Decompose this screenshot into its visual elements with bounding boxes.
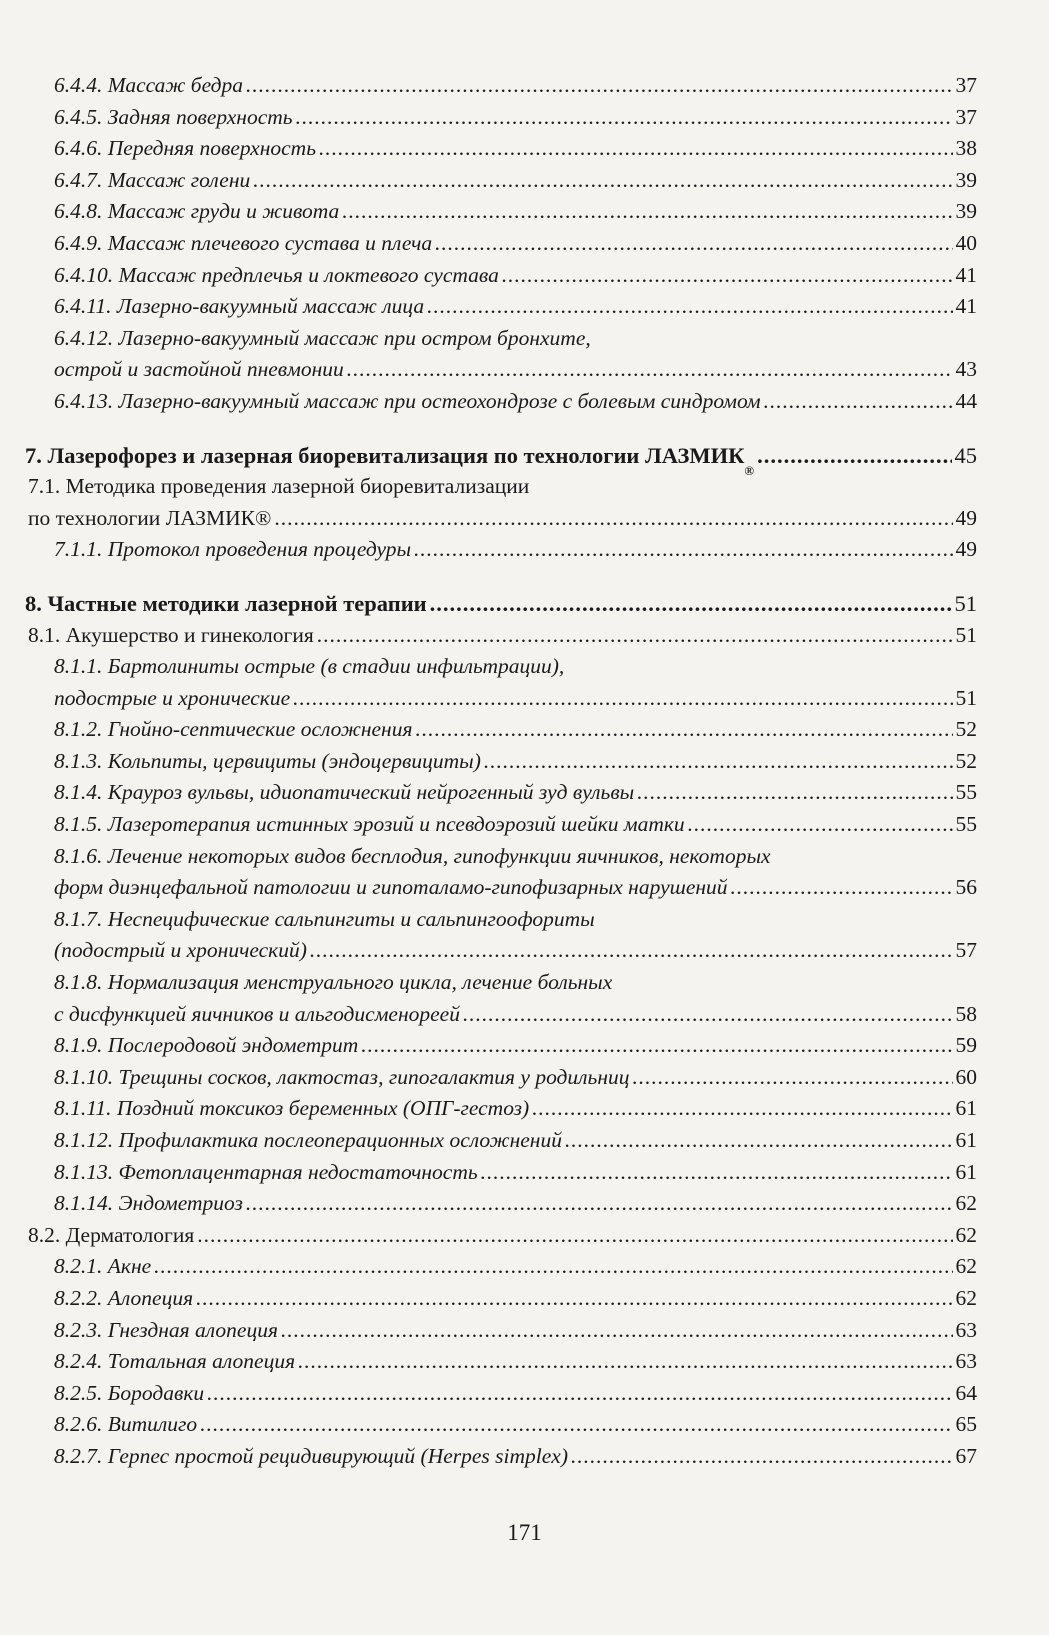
- dot-leader: [637, 777, 952, 809]
- toc-entry[interactable]: [25, 1220, 977, 1252]
- dot-leader: [757, 440, 951, 472]
- toc-entry[interactable]: [25, 228, 977, 260]
- dot-leader: [298, 1346, 952, 1378]
- toc-entry-title: 8.1.4. Крауроз вульвы, идиопатический нейрогенный зуд вульвы: [54, 780, 635, 805]
- toc-entry[interactable]: [25, 133, 977, 165]
- toc-entry-title: (подострый и хронический): [54, 938, 307, 963]
- dot-leader: [253, 165, 952, 197]
- toc-entry-title: 8.2.5. Бородавки: [54, 1380, 205, 1405]
- dot-leader: [502, 260, 953, 292]
- toc-page-number: 67: [955, 1443, 977, 1468]
- toc-page-number: 39: [955, 199, 977, 224]
- toc-entry-title: 8.1.3. Кольпиты, цервициты (эндоцервициты): [54, 748, 481, 773]
- toc-entry-title: 8.1.13. Фетоплацентарная недостаточность: [54, 1159, 478, 1184]
- toc-page-number: 58: [955, 1001, 977, 1026]
- toc-entry-title: 8.1.8. Нормализация менструального цикла, лечение больных: [54, 970, 613, 995]
- toc-entry[interactable]: [25, 1409, 977, 1441]
- toc-entry-title: 7. Лазерофорез и лазерная биоревитализация по технологии ЛАЗМИК: [25, 442, 745, 468]
- dot-leader: [196, 1283, 952, 1315]
- toc-entry[interactable]: 7. Лазерофорез и лазерная биоревитализация по технологии ЛАЗМИК ® ..... 45: [25, 440, 977, 472]
- toc-entry-title: 8.2.2. Алопеция: [54, 1285, 194, 1310]
- toc-entry-title: 8.1.2. Гнойно-септические осложнения: [54, 717, 413, 742]
- toc-entry[interactable]: [25, 714, 977, 746]
- toc-entry-title: 7.1.1. Протокол проведения процедуры: [54, 537, 412, 562]
- toc-page-number: 64: [955, 1380, 977, 1405]
- toc-page-number: 52: [955, 748, 977, 773]
- toc-entry[interactable]: [25, 651, 977, 714]
- toc-page-number: 60: [955, 1064, 977, 1089]
- dot-leader: [347, 354, 953, 386]
- toc-entry[interactable]: [25, 1157, 977, 1189]
- toc-page-number: 55: [955, 780, 977, 805]
- toc-entry-title: 8.2.3. Гнездная алопеция: [54, 1317, 278, 1342]
- toc-entry[interactable]: [25, 70, 977, 102]
- toc-entry-title: 7.1. Методика проведения лазерной биоревитализации: [28, 474, 530, 499]
- toc-page-number: 37: [955, 73, 977, 97]
- toc-entry[interactable]: [25, 102, 977, 134]
- toc-page-number: 51: [955, 685, 977, 710]
- toc-entry-title: 6.4.8. Массаж груди и живота: [54, 199, 340, 224]
- dot-leader: [200, 1409, 952, 1441]
- toc-page-number: 52: [955, 717, 977, 742]
- toc-entry[interactable]: [25, 386, 977, 418]
- toc-entry[interactable]: [25, 196, 977, 228]
- dot-leader: [463, 999, 953, 1031]
- dot-leader: [427, 291, 952, 323]
- toc-entry-title: 6.4.4. Массаж бедра: [54, 73, 243, 97]
- toc-page-number: 56: [955, 875, 977, 900]
- section-gap: [25, 418, 977, 440]
- toc-entry-title: 8.1.12. Профилактика послеоперационных осложнений: [54, 1128, 562, 1152]
- toc-page-number: 57: [955, 938, 977, 963]
- dot-leader: [310, 935, 953, 967]
- toc-entry-title: 8.2.6. Витилиго: [54, 1412, 198, 1437]
- toc-entry-title: по технологии ЛАЗМИК®: [28, 505, 272, 530]
- dot-leader: [484, 746, 953, 778]
- toc-entry-title: 8.1.11. Поздний токсикоз беременных (ОПГ-гестоз): [54, 1096, 530, 1121]
- toc-entry[interactable]: [25, 620, 977, 652]
- toc-page-number: 63: [955, 1317, 977, 1342]
- dot-leader: [342, 196, 952, 228]
- dot-leader: [274, 503, 952, 535]
- toc-entry-title: 6.4.7. Массаж голени: [54, 167, 251, 192]
- toc-entry[interactable]: [25, 1315, 977, 1347]
- toc-entry-title: 6.4.12. Лазерно-вакуумный массаж при остром бронхите,: [54, 325, 591, 350]
- toc-entry[interactable]: [25, 1125, 977, 1157]
- dot-leader: [565, 1125, 953, 1157]
- toc-entry-title: 8.2.1. Акне: [54, 1254, 152, 1279]
- toc-page-number: 62: [955, 1285, 977, 1310]
- dot-leader: [281, 1315, 953, 1347]
- dot-leader: [481, 1157, 953, 1189]
- toc-entry-title: 8.1.5. Лазеротерапия истинных эрозий и псевдоэрозий шейки матки: [54, 812, 685, 837]
- toc-entry-title: 8. Частные методики лазерной терапии: [25, 590, 427, 616]
- toc-page-number: 45: [954, 442, 977, 468]
- dot-leader: [414, 534, 952, 566]
- toc-entry[interactable]: [25, 1441, 977, 1473]
- toc-entry-title: 6.4.6. Передняя поверхность: [54, 136, 316, 161]
- toc-entry[interactable]: [25, 1346, 977, 1378]
- toc-entry[interactable]: [25, 841, 977, 904]
- toc-page-number: 55: [955, 812, 977, 837]
- toc-page-number: 40: [955, 230, 977, 255]
- toc-entry-title: 6.4.9. Массаж плечевого сустава и плеча: [54, 230, 433, 255]
- dot-leader: [764, 386, 953, 418]
- section-gap: [25, 566, 977, 588]
- toc-page-number: 65: [955, 1412, 977, 1437]
- dot-leader: [571, 1441, 953, 1473]
- toc-entry-title: острой и застойной пневмонии: [54, 357, 344, 382]
- dot-leader: [246, 1188, 953, 1220]
- dot-leader: [293, 683, 952, 715]
- toc-entry-title: 6.4.13. Лазерно-вакуумный массаж при остеохондрозе с болевым синдромом: [54, 388, 761, 413]
- toc-entry[interactable]: [25, 323, 977, 386]
- toc-entry[interactable]: [25, 1030, 977, 1062]
- toc-entry[interactable]: [25, 1093, 977, 1125]
- dot-leader: [415, 714, 952, 746]
- dot-leader: [246, 70, 953, 102]
- toc-entry[interactable]: [25, 746, 977, 778]
- dot-leader: [430, 588, 952, 620]
- toc-page-number: 49: [955, 537, 977, 562]
- toc-entry[interactable]: [25, 967, 977, 1030]
- toc-entry[interactable]: [25, 809, 977, 841]
- toc-entry[interactable]: [25, 1283, 977, 1315]
- toc-page-number: 62: [955, 1254, 977, 1279]
- toc-entry-title: подострые и хронические: [54, 685, 291, 710]
- toc-entry-title: 8.2.4. Тотальная алопеция: [54, 1349, 296, 1374]
- toc-page-number: 37: [955, 104, 977, 129]
- toc-entry[interactable]: [25, 1062, 977, 1094]
- dot-leader: [435, 228, 952, 260]
- dot-leader: [317, 620, 953, 652]
- toc-entry[interactable]: [25, 471, 977, 534]
- toc-page-number: 61: [955, 1128, 977, 1152]
- toc-entry-title: 8.1.6. Лечение некоторых видов бесплодия, гипофункции яичников, некоторых: [54, 843, 771, 868]
- toc-page-number: 62: [955, 1191, 977, 1216]
- toc-entry-title: 8.1.1. Бартолиниты острые (в стадии инфильтрации),: [54, 654, 565, 679]
- toc-entry-title: 8.1.7. Неспецифические сальпингиты и сальпингоофориты: [54, 906, 595, 931]
- dot-leader: [688, 809, 953, 841]
- toc-page-number: 61: [955, 1096, 977, 1121]
- toc-page-number: 41: [955, 262, 977, 287]
- toc-page-number: 62: [955, 1222, 977, 1247]
- toc-entry[interactable]: [25, 1188, 977, 1220]
- toc-entry[interactable]: [25, 777, 977, 809]
- toc-page-number: 61: [955, 1159, 977, 1184]
- toc-entry-title: 6.4.10. Массаж предплечья и локтевого сустава: [54, 262, 499, 287]
- page-number: 171: [507, 1520, 542, 1545]
- toc-page-number: 41: [955, 294, 977, 319]
- toc-entry-title: с дисфункцией яичников и альгодисменореей: [54, 1001, 460, 1026]
- toc-entry-title: 8.1. Акушерство и гинекология: [28, 622, 314, 647]
- toc-entry[interactable]: [25, 291, 977, 323]
- table-of-contents: [25, 70, 977, 1473]
- toc-page-number: 51: [954, 590, 977, 616]
- dot-leader: [361, 1030, 952, 1062]
- toc-entry[interactable]: [25, 1251, 977, 1283]
- dot-leader: [731, 872, 953, 904]
- toc-entry[interactable]: [25, 588, 977, 620]
- dot-leader: [154, 1251, 952, 1283]
- toc-page-number: 51: [955, 622, 977, 647]
- toc-page-number: 59: [955, 1033, 977, 1058]
- toc-page-number: 63: [955, 1349, 977, 1374]
- toc-entry-title: 8.2.7. Герпес простой рецидивирующий (Herpes simplex): [54, 1443, 568, 1468]
- toc-page-number: 49: [955, 505, 977, 530]
- toc-entry-title: 8.2. Дерматология: [28, 1222, 195, 1247]
- toc-entry-title: 6.4.11. Лазерно-вакуумный массаж лица: [54, 294, 425, 319]
- dot-leader: [207, 1378, 952, 1410]
- dot-leader: [197, 1220, 952, 1252]
- toc-page-number: 43: [955, 357, 977, 382]
- toc-page-number: 39: [955, 167, 977, 192]
- toc-entry-title: 6.4.5. Задняя поверхность: [54, 104, 293, 129]
- dot-leader: [532, 1093, 952, 1125]
- toc-entry-title: форм диэнцефальной патологии и гипоталамо-гипофизарных нарушений: [54, 875, 728, 900]
- dot-leader: [296, 102, 953, 134]
- toc-entry[interactable]: [25, 165, 977, 197]
- toc-entry-title: 8.1.14. Эндометриоз: [54, 1191, 243, 1216]
- toc-entry-title: 8.1.9. Послеродовой эндометрит: [54, 1033, 359, 1058]
- toc-page-number: 44: [955, 388, 977, 413]
- toc-page-number: 38: [955, 136, 977, 161]
- toc-entry[interactable]: [25, 1378, 977, 1410]
- toc-entry-title: 8.1.10. Трещины сосков, лактостаз, гипогалактия у родильниц: [54, 1064, 630, 1089]
- toc-entry[interactable]: [25, 904, 977, 967]
- toc-entry[interactable]: [25, 534, 977, 566]
- dot-leader: [633, 1062, 953, 1094]
- dot-leader: [319, 133, 953, 165]
- toc-entry[interactable]: [25, 260, 977, 292]
